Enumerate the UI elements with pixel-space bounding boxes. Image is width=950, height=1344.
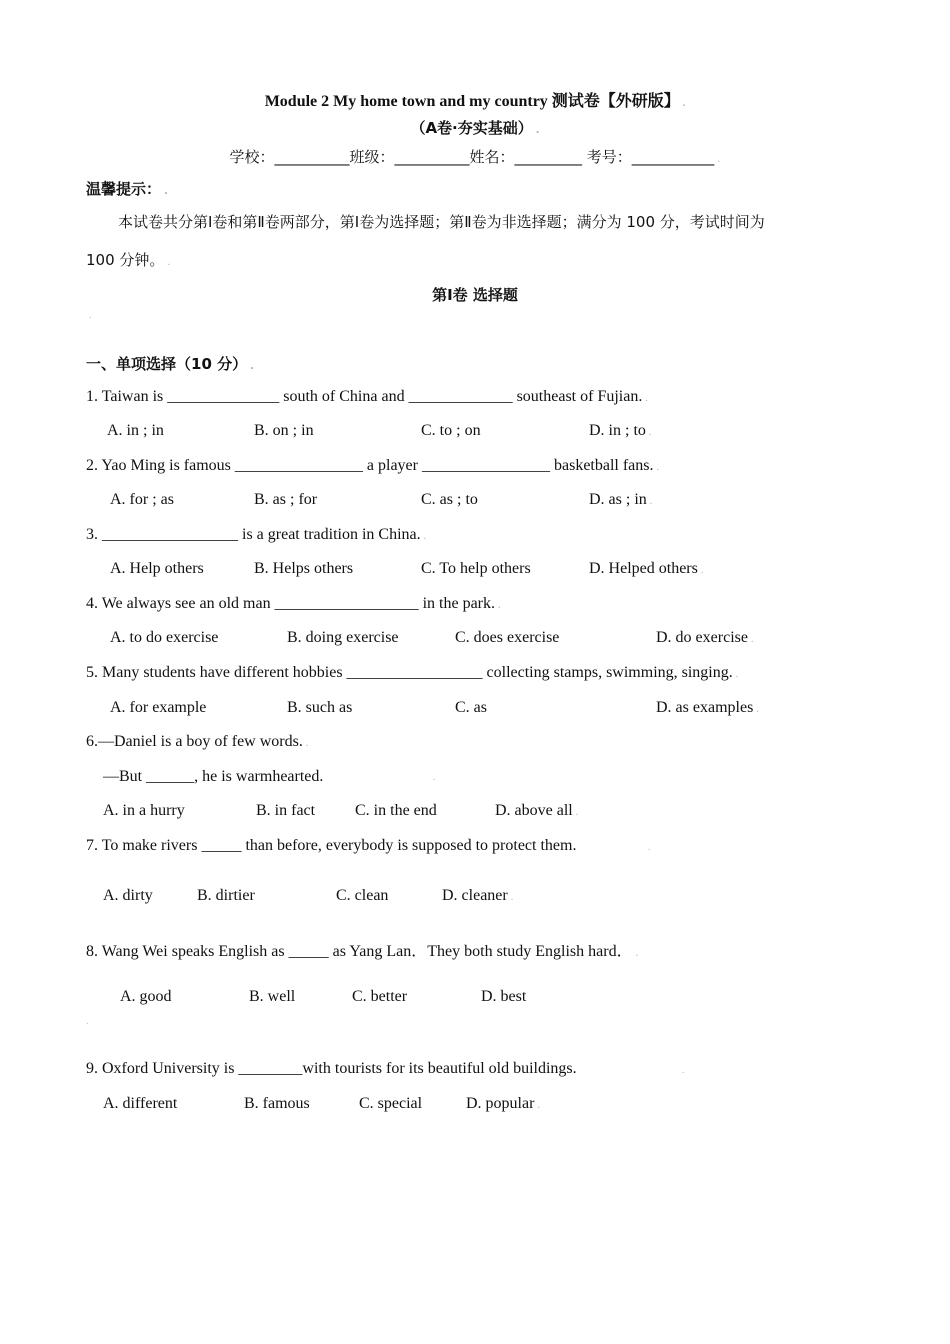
question-8-option-b[interactable]: B. well [249, 988, 296, 1005]
question-1-option-d[interactable]: D. in ; to . [589, 422, 652, 439]
question-3-stem: 3. _________________ is a great tradition in China. . [86, 526, 427, 543]
question-5-option-b[interactable]: B. such as [287, 699, 353, 716]
question-9-option-a[interactable]: A. different [103, 1095, 178, 1112]
question-6-option-c[interactable]: C. in the end [355, 802, 437, 819]
question-6-option-d[interactable]: D. above all . [495, 802, 579, 819]
question-5-option-d[interactable]: D. as examples . [656, 699, 759, 716]
question-6-option-b[interactable]: B. in fact [256, 802, 316, 819]
question-8-stem: 8. Wang Wei speaks English as _____ as Yang Lan．They both study English hard． . [86, 943, 639, 960]
question-2-option-d[interactable]: D. as ; in . [589, 491, 653, 508]
tips-heading: 温馨提示： . [86, 180, 168, 198]
section1-title: 一、单项选择（10 分） . [86, 355, 254, 373]
question-6-option-a[interactable]: A. in a hurry [103, 802, 185, 819]
question-7-option-b[interactable]: B. dirtier [197, 887, 255, 904]
question-2-stem: 2. Yao Ming is famous ________________ a player ________________ basketball fans. . [86, 457, 660, 474]
tips-line-1: 本试卷共分第Ⅰ卷和第Ⅱ卷两部分，第Ⅰ卷为选择题；第Ⅱ卷为非选择题；满分为 100 分，考试时间为 [118, 213, 765, 231]
question-8-option-d[interactable]: D. best [481, 988, 527, 1005]
question-8-option-c[interactable]: C. better [352, 988, 408, 1005]
question-3-option-c[interactable]: C. To help others [421, 560, 531, 577]
question-7-option-a[interactable]: A. dirty [103, 887, 153, 904]
question-4-option-d[interactable]: D. do exercise . [656, 629, 754, 646]
question-7-option-d[interactable]: D. cleaner . [442, 887, 514, 904]
question-1-option-b[interactable]: B. on ; in [254, 422, 314, 439]
question-4-option-c[interactable]: C. does exercise [455, 629, 560, 646]
question-2-option-c[interactable]: C. as ; to [421, 491, 478, 508]
document-subtitle: （A卷·夯实基础） . [410, 119, 540, 137]
question-7-option-c[interactable]: C. clean [336, 887, 389, 904]
question-2-option-b[interactable]: B. as ; for [254, 491, 318, 508]
question-4-option-b[interactable]: B. doing exercise [287, 629, 399, 646]
part1-title: 第Ⅰ卷 选择题 [432, 286, 518, 304]
question-5-stem: 5. Many students have different hobbies _________________ collecting stamps, swimming, singing. . [86, 664, 739, 681]
question-4-stem: 4. We always see an old man __________________ in the park. . [86, 595, 501, 612]
question-1-option-c[interactable]: C. to ; on [421, 422, 481, 439]
question-3-option-a[interactable]: A. Help others [110, 560, 204, 577]
question-2-option-a[interactable]: A. for ; as [110, 491, 174, 508]
question-4-option-a[interactable]: A. to do exercise [110, 629, 219, 646]
question-8-option-a[interactable]: A. good [120, 988, 172, 1005]
question-7-stem: 7. To make rivers _____ than before, everybody is supposed to protect them. [86, 837, 577, 854]
question-9-option-d[interactable]: D. popular . [466, 1095, 540, 1112]
question-5-option-a[interactable]: A. for example [110, 699, 207, 716]
question-6-stem: 6.—Daniel is a boy of few words. . [86, 733, 309, 750]
document-title: Module 2 My home town and my country 测试卷【外研版】 . [264, 93, 686, 110]
question-3-option-b[interactable]: B. Helps others [254, 560, 354, 577]
question-9-stem: 9. Oxford University is ________with tourists for its beautiful old buildings. [86, 1060, 577, 1077]
question-9-option-c[interactable]: C. special [359, 1095, 423, 1112]
question-9-option-b[interactable]: B. famous [244, 1095, 310, 1112]
question-3-option-d[interactable]: D. Helped others . [589, 560, 704, 577]
question-5-option-c[interactable]: C. as [455, 699, 487, 716]
question-6-stem-2: —But ______, he is warmhearted. [103, 768, 324, 785]
tips-line-2: 100 分钟。 . [86, 251, 171, 269]
question-1-option-a[interactable]: A. in ; in [107, 422, 164, 439]
student-info-line: 学校：__________班级：__________姓名：_________ 考号：___________ . [229, 148, 721, 166]
question-1-stem: 1. Taiwan is ______________ south of China and _____________ southeast of Fujian. . [86, 388, 648, 405]
